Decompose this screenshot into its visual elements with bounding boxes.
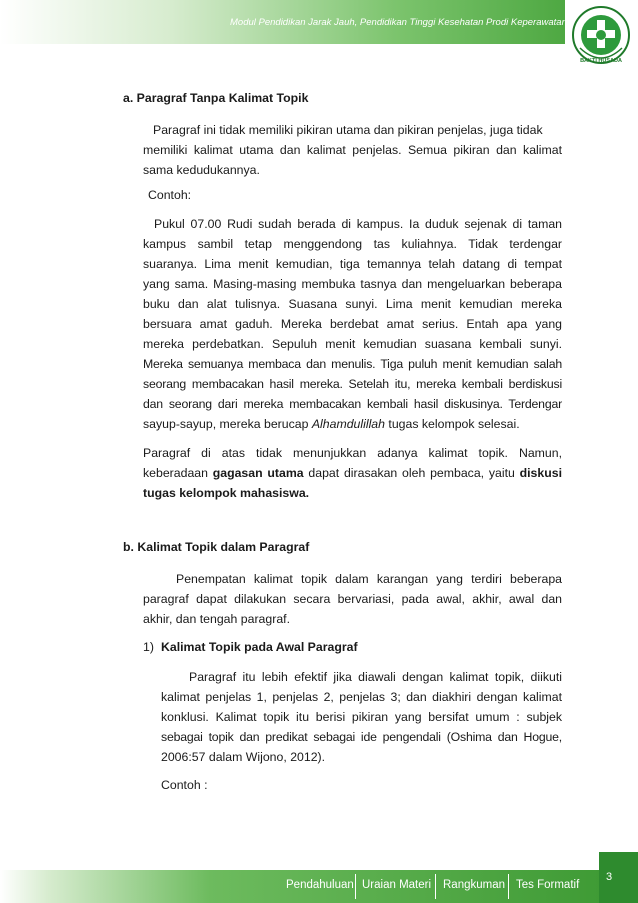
- example-line: seorang membacakan hasil mereka. Setelah itu, mereka kembali berdiskusi: [143, 377, 562, 391]
- example-line: dan seorang dari mereka membacakan kembali hasil diskusinya. Terdengar: [143, 397, 562, 411]
- example-line: kampus sambil tetap menggendong tas kuliahnya. Tidak terdengar: [143, 237, 562, 251]
- example-line: Pukul 07.00 Rudi sudah berada di kampus. Ia duduk sejenak di taman: [154, 217, 562, 231]
- example-line: buku dan alat tulisnya. Suasana sunyi. Lima menit kemudian mereka: [143, 297, 562, 311]
- subsection-1-para-line2: kalimat penjelas 1, penjelas 2, penjelas 3; dan diakhiri dengan kalimat: [161, 690, 562, 704]
- para2-mid: dapat dirasakan oleh pembaca, yaitu: [303, 466, 520, 480]
- section-b-para1-line2: paragraf dapat dilakukan secara bervariasi, pada awal, akhir, awal dan: [143, 592, 562, 606]
- section-a-para2-line1: Paragraf di atas tidak menunjukkan adanya kalimat topik. Namun,: [143, 446, 562, 460]
- para2-bold-diskusi: diskusi: [519, 466, 562, 480]
- section-a-title: a. Paragraf Tanpa Kalimat Topik: [123, 91, 309, 105]
- section-a-para1-line1: Paragraf ini tidak memiliki pikiran utama dan pikiran penjelas, juga tidak: [153, 123, 543, 137]
- section-a-contoh-label: Contoh:: [148, 188, 192, 202]
- footer-nav: [0, 870, 638, 903]
- section-a-para1-line2: memiliki kalimat utama dan kalimat penjelas. Semua pikiran dan kalimat: [143, 143, 562, 157]
- example-line: bersuara amat gaduh. Mereka berdebat amat serius. Entah apa yang: [143, 317, 562, 331]
- section-b-para1-line1: Penempatan kalimat topik dalam karangan yang terdiri beberapa: [176, 572, 562, 586]
- nav-rangkuman[interactable]: Rangkuman: [443, 879, 506, 891]
- footer-divider: [355, 874, 356, 899]
- section-a-para2-line3: tugas kelompok mahasiswa.: [143, 486, 310, 500]
- subsection-1-para-line5: 2006:57 dalam Wijono, 2012).: [161, 750, 326, 764]
- nav-uraian-materi[interactable]: Uraian Materi: [362, 879, 432, 891]
- page-number: 3: [605, 871, 613, 883]
- example-last-line: [143, 414, 562, 434]
- subsection-1-para-line1: Paragraf itu lebih efektif jika diawali dengan kalimat topik, diikuti: [189, 670, 562, 684]
- footer-divider: [435, 874, 436, 899]
- bakti-husada-logo-icon: [570, 4, 632, 72]
- subsection-1-title: Kalimat Topik pada Awal Paragraf: [161, 640, 358, 654]
- section-a-para1-line3: sama kedudukannya.: [143, 163, 260, 177]
- logo-label: BAKTI HUSADA: [580, 58, 622, 64]
- para2-bold-gagasan: gagasan utama: [212, 466, 304, 480]
- example-line: yang sama. Masing-masing membuka tasnya dan mengeluarkan beberapa: [143, 277, 562, 291]
- nav-tes-formatif[interactable]: Tes Formatif: [516, 879, 580, 891]
- example-last-italic: Alhamdulillah: [311, 417, 385, 431]
- section-b-para1-line3: akhir, dan tengah paragraf.: [143, 612, 290, 626]
- example-line: Mereka semuanya membaca dan menulis. Tiga puluh menit kemudian salah: [143, 357, 562, 371]
- para2-pre: keberadaan: [143, 466, 213, 480]
- footer-divider: [508, 874, 509, 899]
- subsection-1-contoh-label: Contoh :: [161, 778, 208, 792]
- example-last-pre: sayup-sayup, mereka berucap: [143, 417, 312, 431]
- example-last-post: tugas kelompok selesai.: [384, 417, 520, 431]
- subsection-1-para-line4: sebagai topik dan predikat sebagai ide pengendali (Oshima dan Hogue,: [161, 730, 562, 744]
- subsection-1-para-line3: konklusi. Kalimat topik itu berisi pikiran yang bersifat umum : subjek: [161, 710, 562, 724]
- subsection-1-number: 1): [143, 640, 154, 654]
- header-title: Modul Pendidikan Jarak Jauh, Pendidikan Tinggi Kesehatan Prodi Keperawatan: [230, 17, 567, 28]
- section-a-para2-line2: [143, 463, 562, 483]
- example-line: suaranya. Lima menit kemudian, tiga temannya telah datang di tempat: [143, 257, 562, 271]
- section-b-title: b. Kalimat Topik dalam Paragraf: [123, 540, 310, 554]
- nav-pendahuluan[interactable]: Pendahuluan: [286, 879, 354, 891]
- example-line: mereka perdebatkan. Sepuluh menit kemudian suasana kembali sunyi.: [143, 337, 562, 351]
